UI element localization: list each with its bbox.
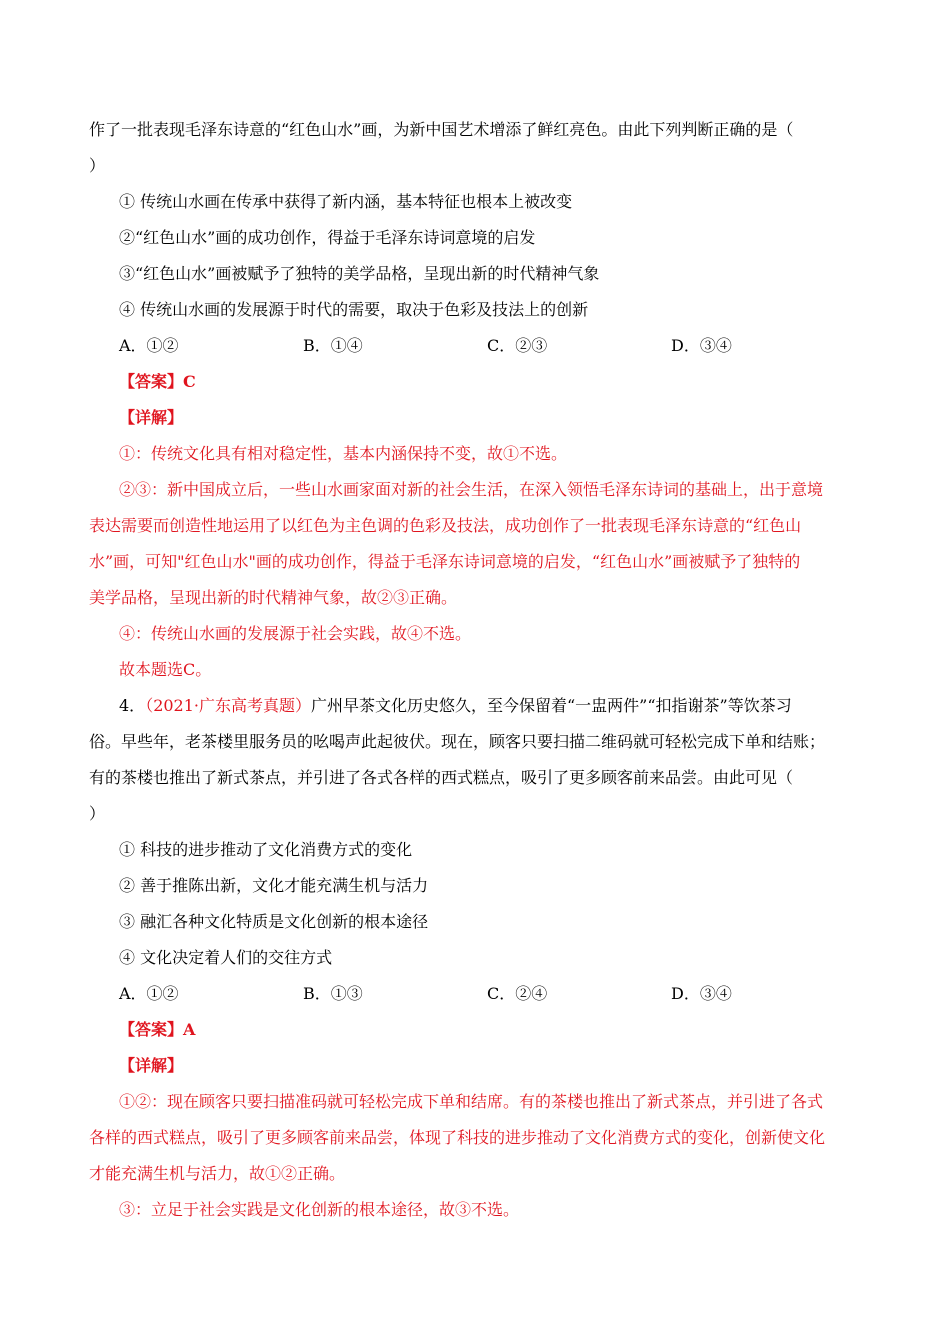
q3-detail-label: 【详解】: [119, 408, 184, 427]
q4-statement-3: ③ 融汇各种文化特质是文化创新的根本途径: [119, 912, 429, 931]
q3-option-c: C．②③: [487, 336, 548, 355]
q4-number: 4．: [119, 696, 146, 715]
q4-option-c: C．②④: [487, 984, 548, 1003]
q4-stem-text-1: 广州早茶文化历史悠久，至今保留着“一盅两件”“扣指谢茶”等饮茶习: [311, 696, 792, 715]
q4-paren-close: ）: [89, 804, 106, 823]
q3-explanation-6: ④：传统山水画的发展源于社会实践，故④不选。: [119, 624, 472, 643]
q3-stem-tail: 作了一批表现毛泽东诗意的“红色山水”画，为新中国艺术增添了鲜红亮色。由此下列判断正确的是（: [89, 120, 794, 139]
q4-statement-2: ② 善于推陈出新，文化才能充满生机与活力: [119, 876, 429, 895]
document-content: [89, 112, 864, 1228]
q3-statement-3: ③“红色山水”画被赋予了独特的美学品格，呈现出新的时代精神气象: [119, 264, 600, 283]
q3-statement-4: ④ 传统山水画的发展源于时代的需要，取决于色彩及技法上的创新: [119, 300, 589, 319]
q4-options: [89, 976, 864, 1012]
q3-option-a: A．①②: [119, 336, 179, 355]
q4-option-a: A．①②: [119, 984, 179, 1003]
q3-option-b: B．①④: [303, 336, 363, 355]
q4-answer: 【答案】A: [119, 1020, 196, 1039]
q3-explanation-3: 表达需要而创造性地运用了以红色为主色调的色彩及技法，成功创作了一批表现毛泽东诗意的“红色山: [89, 516, 802, 535]
q4-statement-1: ① 科技的进步推动了文化消费方式的变化: [119, 840, 413, 859]
q4-stem-line-2: 俗。早些年，老茶楼里服务员的吆喝声此起彼伏。现在，顾客只要扫描二维码就可轻松完成下单和结账；: [89, 732, 826, 751]
q4-explanation-4: ③：立足于社会实践是文化创新的根本途径，故③不选。: [119, 1200, 520, 1219]
q3-conclusion: 故本题选C。: [119, 660, 212, 679]
q4-explanation-1: ①②：现在顾客只要扫描准码就可轻松完成下单和结席。有的茶楼也推出了新式茶点，并引进了各式: [119, 1092, 824, 1111]
q4-source: （2021·广东高考真题）: [145, 696, 311, 715]
q4-stem-line-1: [89, 688, 864, 724]
q3-explanation-4: 水”画，可知"红色山水"画的成功创作，得益于毛泽东诗词意境的启发，“红色山水”画被赋予了独特的: [89, 552, 801, 571]
q3-answer: 【答案】C: [119, 372, 196, 391]
q4-stem-line-3: 有的茶楼也推出了新式茶点，并引进了各式各样的西式糕点，吸引了更多顾客前来品尝。由此可见（: [89, 768, 794, 787]
q3-statement-1: ① 传统山水画在传承中获得了新内涵，基本特征也根本上被改变: [119, 192, 573, 211]
q4-statement-4: ④ 文化决定着人们的交往方式: [119, 948, 333, 967]
q3-explanation-1: ①：传统文化具有相对稳定性，基本内涵保持不变，故①不选。: [119, 444, 568, 463]
q4-option-b: B．①③: [303, 984, 363, 1003]
q3-options: [89, 328, 864, 364]
q3-option-d: D．③④: [671, 336, 732, 355]
q3-paren-close: ）: [89, 156, 106, 175]
q3-explanation-5: 美学品格，呈现出新的时代精神气象，故②③正确。: [89, 588, 458, 607]
q4-explanation-3: 才能充满生机与活力，故①②正确。: [89, 1164, 346, 1183]
q3-explanation-2: ②③：新中国成立后，一些山水画家面对新的社会生活，在深入领悟毛泽东诗词的基础上，出于意境: [119, 480, 824, 499]
q4-option-d: D．③④: [671, 984, 732, 1003]
q3-statement-2: ②“红色山水”画的成功创作，得益于毛泽东诗词意境的启发: [119, 228, 536, 247]
q4-detail-label: 【详解】: [119, 1056, 184, 1075]
q4-explanation-2: 各样的西式糕点，吸引了更多顾客前来品尝，体现了科技的进步推动了文化消费方式的变化，创新使文化: [89, 1128, 826, 1147]
